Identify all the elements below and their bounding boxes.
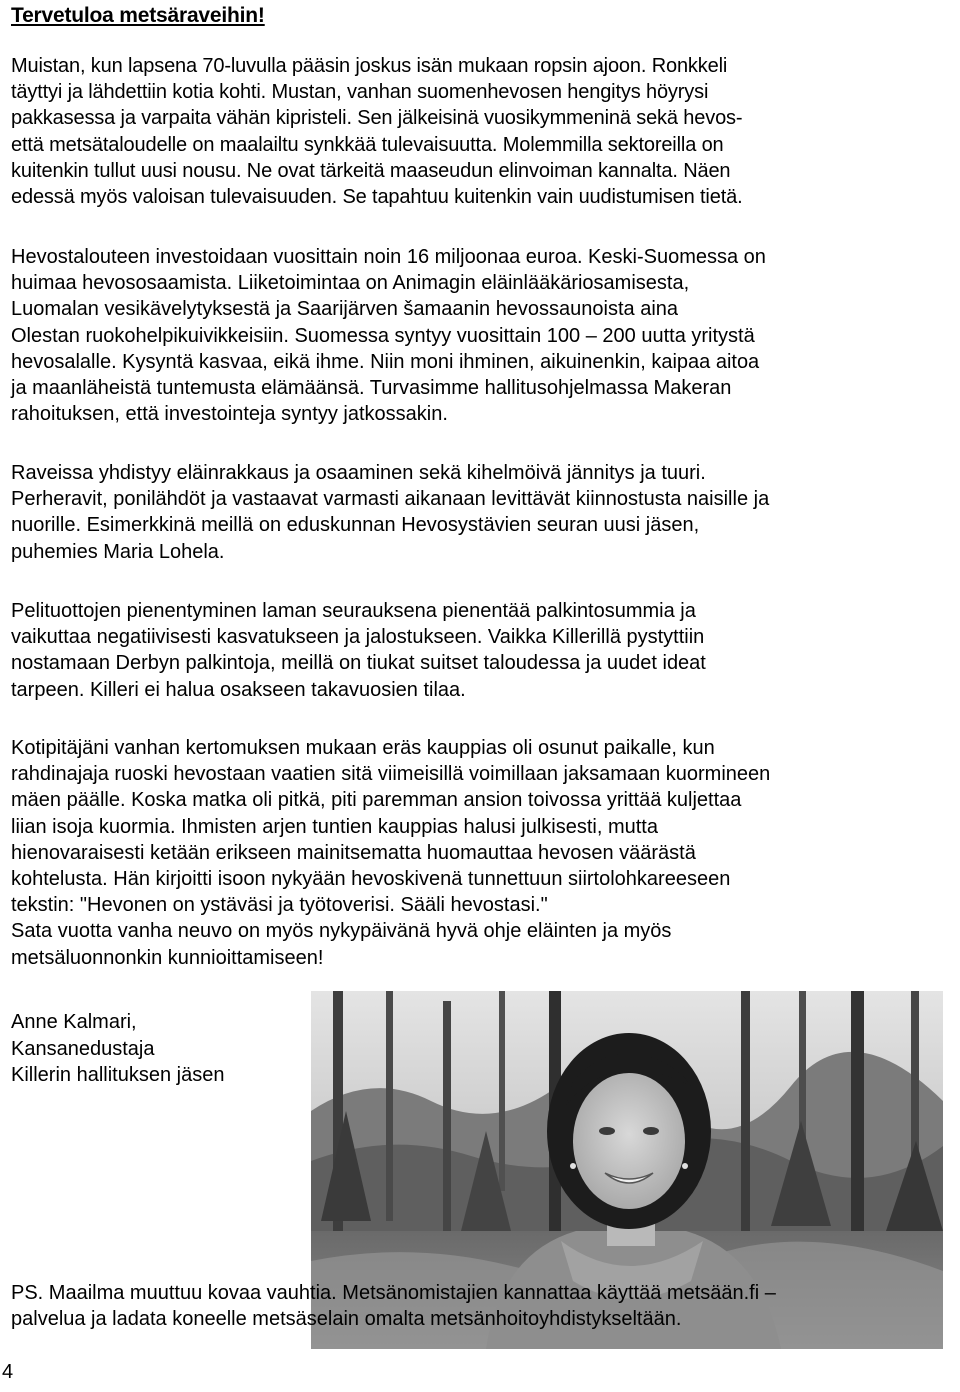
text-line: täyttyi ja lähdettiin kotia kohti. Mustan, vanhan suomenhevosen hengitys höyrysi xyxy=(11,81,709,104)
text-line: Raveissa yhdistyy eläinrakkaus ja osaaminen sekä kihelmöivä jännitys ja tuuri. xyxy=(11,462,706,484)
text-line: hienovaraisesti ketään erikseen mainitsematta huomauttaa hevosen väärästä xyxy=(11,841,696,864)
text-line: Perheravit, ponilähdöt ja vastaavat varmasti aikanaan levittävät kiinnostusta naisille ja xyxy=(11,488,770,511)
text-line: nostamaan Derbyn palkintoja, meillä on tiukat suitset taloudessa ja uudet ideat xyxy=(11,652,706,675)
paragraph-prizes xyxy=(11,598,957,703)
page-title: Tervetuloa metsäraveihin! xyxy=(11,4,265,27)
text-line: tarpeen. Killeri ei halua osakseen takavuosien tilaa. xyxy=(11,678,466,701)
text-line: Kotipitäjäni vanhan kertomuksen mukaan eräs kauppias oli osunut paikalle, kun xyxy=(11,737,715,759)
text-line: tekstin: "Hevonen on ystäväsi ja työtoverisi. Sääli hevostasi." xyxy=(11,894,548,917)
text-line: että metsätaloudelle on maalailtu synkkää tulevaisuutta. Molemmilla sektoreilla on xyxy=(11,133,724,156)
text-line: Pelituottojen pienentyminen laman seurauksena pienentää palkintosummia ja xyxy=(11,600,696,622)
paragraph-races xyxy=(11,460,957,565)
text-line: Sata vuotta vanha neuvo on myös nykypäivänä hyvä ohje eläinten ja myös xyxy=(11,920,672,943)
paragraph-story xyxy=(11,735,957,971)
text-line: pakkasessa ja varpaita vähän kipristeli. Sen jälkeisinä vuosikymmeninä sekä hevos- xyxy=(11,107,743,130)
text-line: Olestan ruokohelpikuivikkeisiin. Suomessa syntyy vuosittain 100 – 200 uutta yritystä xyxy=(11,324,755,347)
text-line: Hevostalouteen investoidaan vuosittain noin 16 miljoonaa euroa. Keski-Suomessa on xyxy=(11,246,766,268)
text-line: mäen päälle. Koska matka oli pitkä, piti paremman ansion toivossa yrittää kuljettaa xyxy=(11,789,742,812)
author-position: Killerin hallituksen jäsen xyxy=(11,1064,225,1086)
paragraph-intro xyxy=(11,53,957,210)
text-line: Luomalan vesikävelytyksestä ja Saarijärven šamaanin hevossaunoista aina xyxy=(11,298,679,321)
text-line: rahdinajaja ruoski hevostaan vaatien sitä viimeisillä voimillaan jaksamaan kuormineen xyxy=(11,763,771,786)
text-line: metsäluonnonkin kunnioittamiseen! xyxy=(11,946,324,969)
paragraph-horse-economy xyxy=(11,244,957,427)
text-line: kuitenkin tullut uusi nousu. Ne ovat tärkeitä maaseudun elinvoiman kannalta. Näen xyxy=(11,159,731,182)
text-line: PS. Maailma muuttuu kovaa vauhtia. Metsänomistajien kannattaa käyttää metsään.fi – xyxy=(11,1282,776,1304)
text-line: huimaa hevososaamista. Liiketoimintaa on Animagin eläinlääkäriosamisesta, xyxy=(11,272,690,295)
text-line: kohtelusta. Hän kirjoitti isoon nykyään hevoskivenä tunnettuun siirtolohkareeseen xyxy=(11,868,731,891)
author-name: Anne Kalmari, xyxy=(11,1011,137,1033)
text-line: vaikuttaa negatiivisesti kasvatukseen ja jalostukseen. Vaikka Killerillä pystyttiin xyxy=(11,626,705,649)
text-line: edessä myös valoisan tulevaisuuden. Se tapahtuu kuitenkin vain uudistumisen tietä. xyxy=(11,186,743,209)
text-line: puhemies Maria Lohela. xyxy=(11,540,225,563)
text-line: rahoituksen, että investointeja syntyy jatkossakin. xyxy=(11,403,448,426)
author-signature xyxy=(11,1009,224,1089)
text-line: nuorille. Esimerkkinä meillä on eduskunnan Hevosystävien seuran uusi jäsen, xyxy=(11,514,700,537)
text-line: Muistan, kun lapsena 70-luvulla pääsin joskus isän mukaan ropsin ajoon. Ronkkeli xyxy=(11,55,728,77)
text-line: palvelua ja ladata koneelle metsäselain omalta metsänhoitoyhdistykseltään. xyxy=(11,1308,682,1331)
page-number: 4 xyxy=(2,1361,14,1383)
text-line: hevosalalle. Kysyntä kasvaa, eikä ihme. Niin moni ihminen, aikuinenkin, kaipaa aitoa xyxy=(11,350,760,373)
text-line: liian isoja kuormia. Ihmisten arjen tuntien kauppias halusi julkisesti, mutta xyxy=(11,815,658,838)
author-role: Kansanedustaja xyxy=(11,1037,155,1060)
postscript xyxy=(11,1280,957,1332)
text-line: ja maanläheistä tuntemusta elämäänsä. Turvasimme hallitusohjelmassa Makeran xyxy=(11,377,732,400)
